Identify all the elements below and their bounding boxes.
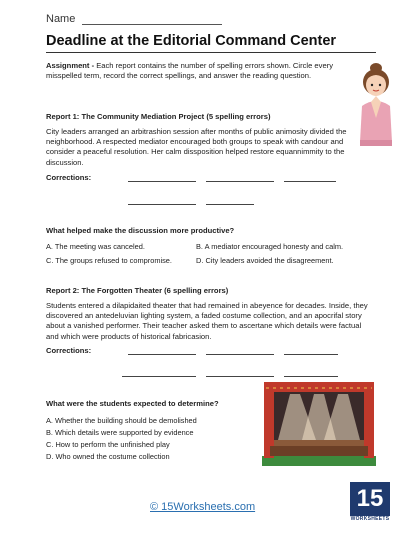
title-divider <box>46 52 376 53</box>
report2-heading: Report 2: The Forgotten Theater (6 spelling errors) <box>46 286 229 295</box>
question2-option[interactable]: C. How to perform the unfinished play <box>46 440 170 449</box>
assignment-label: Assignment - <box>46 61 95 70</box>
report2-blank[interactable] <box>284 376 338 377</box>
report1-corrections-label: Corrections: <box>46 173 92 182</box>
report1-text: City leaders arranged an arbitrashion session after months of public animosity divided the neighborhood. A respected mediator encouraged both groups to speak with candour and consider a peaceful resolution. Her calm dissposition helped restore equannimmity to the discussion. <box>46 127 347 167</box>
logo-number: 15 <box>350 482 390 516</box>
question1-option[interactable]: C. The groups refused to compromise. <box>46 256 172 265</box>
question2-option[interactable]: D. Who owned the costume collection <box>46 452 170 461</box>
report2-blank[interactable] <box>206 354 274 355</box>
name-blank[interactable] <box>82 24 222 25</box>
worksheets-logo <box>350 482 390 526</box>
name-label: Name <box>46 13 76 25</box>
report1-heading: Report 1: The Community Mediation Project (5 spelling errors) <box>46 112 271 121</box>
report2-corrections-label: Corrections: <box>46 346 92 355</box>
report2-blank[interactable] <box>122 376 196 377</box>
report2-blank[interactable] <box>284 354 338 355</box>
report2-text: Students entered a dilapidaited theater that had remained in abeyence for decades. Inside, they discovered an antedeluvian lighting system, a faded costume collection, and an apocrifal story about a vanished performer. Their teacher asked them to ascertane which details were factual and which were products of historical fabricasion. <box>46 301 368 341</box>
report2-blank[interactable] <box>206 376 274 377</box>
page-title: Deadline at the Editorial Command Center <box>46 33 337 49</box>
report1-blank[interactable] <box>206 181 274 182</box>
logo-word: WORKSHEETS <box>350 516 390 522</box>
question1-option[interactable]: A. The meeting was canceled. <box>46 242 145 251</box>
question1-option[interactable]: D. City leaders avoided the disagreement. <box>196 256 334 265</box>
report2-blank[interactable] <box>128 354 196 355</box>
report1-blank[interactable] <box>128 204 196 205</box>
question2-option[interactable]: A. Whether the building should be demolished <box>46 416 197 425</box>
report1-blank[interactable] <box>284 181 336 182</box>
report1-blank[interactable] <box>206 204 254 205</box>
question1-option[interactable]: B. A mediator encouraged honesty and calm. <box>196 242 344 251</box>
question1-text: What helped make the discussion more productive? <box>46 226 235 235</box>
question2-text: What were the students expected to determine? <box>46 399 219 408</box>
assignment-text: Each report contains the number of spelling errors shown. Circle every misspelled term, record the correct spellings, and answer the reading question. <box>46 61 334 80</box>
assignment-instructions <box>46 61 346 81</box>
question2-option[interactable]: B. Which details were supported by evidence <box>46 428 194 437</box>
theater-stage-illustration <box>260 380 378 470</box>
report1-blank[interactable] <box>128 181 196 182</box>
footer-site-link[interactable]: © 15Worksheets.com <box>150 501 256 513</box>
